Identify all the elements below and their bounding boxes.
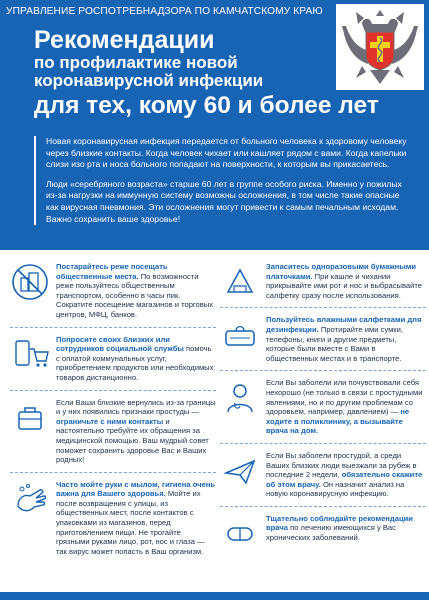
tip-text — [266, 378, 426, 436]
divider — [10, 390, 216, 391]
tip-text — [266, 451, 426, 499]
tip-public-places — [10, 262, 216, 320]
tip-call-doctor — [220, 378, 426, 436]
tip-bold: Часто мойте руки с мылом, гигиена очень важна для Вашего здоровья. — [56, 479, 216, 499]
tip-body: по лечению имеющихся у Вас хронических заболеваний. — [266, 523, 396, 543]
tip-body: Если Вы заболели простудой, а среди Ваших близких люди выезжали за рубеж в последние 2 недели, — [266, 450, 417, 480]
emblem-icon — [336, 4, 424, 90]
tip-text — [56, 480, 216, 557]
tip-text — [266, 262, 426, 300]
tip-bold: обязательно скажите об этом врачу. — [266, 470, 423, 489]
tip-wet-wipes — [220, 315, 426, 363]
tip-ask-relatives — [10, 335, 216, 383]
tip-bold: ограничьте с ними контакты — [56, 416, 164, 426]
tissue-icon — [220, 262, 260, 302]
tip-wash-hands — [10, 480, 216, 557]
tip-tissues — [220, 262, 426, 300]
footer-band — [0, 592, 429, 600]
tip-text — [56, 262, 216, 320]
title-line-2b: коронавирусной инфекции — [34, 71, 264, 90]
tip-bold: Постарайтесь реже посещать общественные места. — [56, 262, 168, 281]
tip-returned-relatives — [10, 398, 216, 465]
tip-bold: не ходите в поликлинику, а вызывайте врача на дом. — [266, 407, 410, 436]
divider — [220, 307, 426, 308]
tip-follow-doctor — [220, 514, 426, 543]
title-line-3: для тех, кому 60 и более лет — [34, 92, 379, 119]
agency-name: УПРАВЛЕНИЕ РОСПОТРЕБНАДЗОРА ПО КАМЧАТСКОМУ КРАЮ — [6, 6, 323, 17]
tip-text — [266, 315, 426, 363]
tip-bold: Запаситесь одноразовыми бумажными платочками. — [266, 262, 417, 281]
tip-body-2: и настоятельно требуйте их обращения за медицинской помощью. Ваш мудрый совет поможет сохранить здоровье Вас и Ваших родных! — [56, 416, 209, 465]
intro-paragraph-2: Люди «серебряного возраста» старше 60 лет в группе особого риска. Именно у пожилых из-за нагрузки на иммунную систему возможны осложнения, в том числе такие опасные как вирусная пневмония. Эти осложнения могут привести к самым печальным исходам. Важно сохранить ваше здоровье! — [46, 178, 402, 224]
tips-left-column — [10, 262, 216, 556]
tip-body: Если Вы заболели или почувствовали себя нехорошо (не только в связи с простудными явлениями, но и по другим проблемам со здоровьем, например, давлением) — — [266, 378, 423, 417]
tip-text — [266, 514, 426, 543]
wipes-icon — [220, 315, 260, 355]
pill-icon — [220, 514, 260, 554]
plane-icon — [220, 451, 260, 491]
divider — [220, 443, 426, 444]
divider — [10, 472, 216, 473]
divider — [10, 327, 216, 328]
tip-body: По возможности реже пользуйтесь общественным транспортом, особенно в часы пик. Сократите посещение магазинов и торговых центров, МФЦ, банков. — [56, 271, 214, 319]
tips-right-column — [220, 262, 426, 543]
tip-body: При кашле и чихании прикрывайте ими рот и нос и выбрасывайте салфетку сразу после использования. — [266, 271, 423, 300]
phone-cart-icon — [10, 335, 50, 375]
suitcase-icon — [10, 398, 50, 438]
intro-block — [34, 136, 414, 225]
divider — [220, 506, 426, 507]
tip-body-2: Он назначит анализ на новую коронавирусную инфекцию. — [266, 479, 405, 499]
city-icon — [10, 262, 50, 302]
intro-paragraph-1: Новая коронавирусная инфекция передается от больного человека к здоровому человеку через близкие контакты. Когда человек чихает или кашляет рядом с вами. Когда капельки слизи изо рта и носа больного попадают на поверхности, к которым вы прикасаетесь. — [46, 136, 407, 170]
tip-text — [56, 398, 216, 465]
tip-body: Если Ваши близкие вернулись из-за границы и у них появились признаки простуды — — [56, 397, 216, 417]
tip-text — [56, 335, 216, 383]
handwash-icon — [10, 480, 50, 520]
title-line-2a: по профилактике новой — [34, 53, 238, 72]
tip-bold: Пользуйтесь влажными салфетками для дезинфекции. — [266, 315, 422, 334]
title-line-2 — [34, 54, 334, 90]
title-line-1: Рекомендации — [34, 26, 215, 54]
divider — [220, 370, 426, 371]
tip-bold: Тщательно соблюдайте рекомендации врача — [266, 513, 413, 533]
tip-body: помочь с оплатой коммунальных услуг, приобретением продуктов или необходимых товаров дистанционно. — [56, 344, 214, 382]
tip-bold: Попросите своих близких или сотрудников социальной службы — [56, 334, 184, 354]
doctor-icon — [220, 378, 260, 418]
tip-body: Мойте их после возвращения с улицы, из общественных мест, после контактов с упаковками из магазинов, перед приготовлением пищи. Не трогайте грязными руками лицо, рот, нос и глаза — так вирус может попасть в Ваш организм. — [56, 489, 205, 556]
tip-body: Протирайте ими сумки, телефоны, книги и другие предметы, которые были вместе с Вами в общественных местах и в транспорте. — [266, 324, 403, 363]
tip-tell-doctor — [220, 451, 426, 499]
